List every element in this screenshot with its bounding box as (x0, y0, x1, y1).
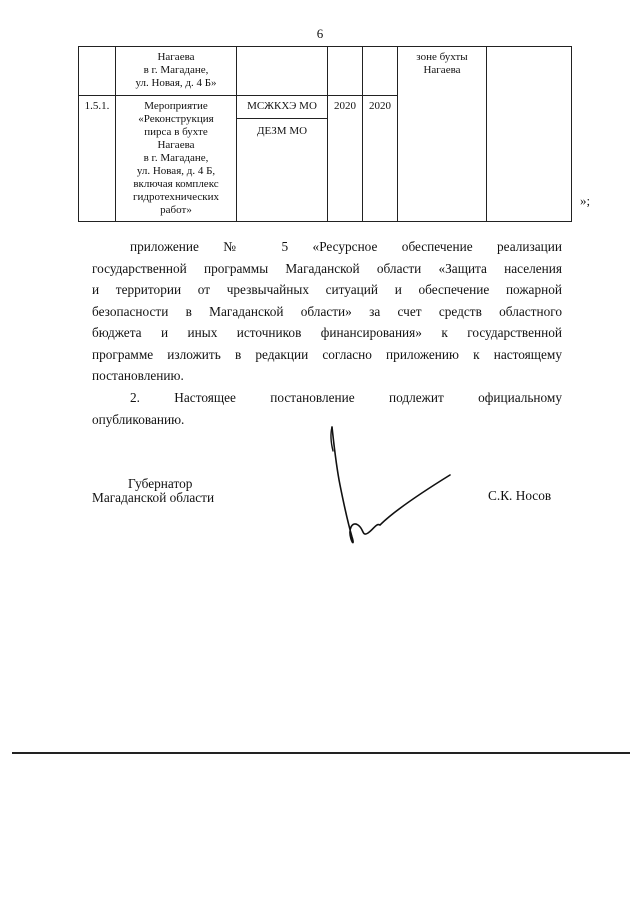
paragraph-line: постановлению. (92, 368, 184, 383)
row2-name: Мероприятие «Реконструкция пирса в бухте Нагаева в г. Магадане, ул. Новая, д. 4 Б, включая комплекс гидротехнических работ» (133, 100, 219, 216)
table-cell-executor (237, 47, 328, 96)
paragraph-line: и территории от чрезвычайных ситуаций и обеспечение пожарной (92, 282, 562, 297)
paragraph-appendix (92, 236, 562, 387)
paragraph-line: безопасности в Магаданской области» за счет средств областного (92, 303, 562, 319)
table-cell-name (116, 96, 237, 222)
row2-executor-2: ДЕЗМ МО (256, 125, 308, 137)
row2-year-start: 2020 (334, 100, 356, 112)
measures-table (78, 46, 572, 222)
paragraph-line: государственной программы Магаданской области «Защита населения (92, 260, 562, 276)
bottom-divider (12, 752, 630, 754)
row2-executor-1: МСЖКХЭ МО (237, 96, 327, 119)
table-cell-year-end (363, 47, 398, 96)
table-cell-num (79, 47, 116, 96)
table-cell-year-end (363, 96, 398, 222)
signatory-name: С.К. Носов (488, 488, 552, 503)
page-number: 6 (316, 26, 324, 41)
closing-quote-mark: »; (580, 193, 591, 208)
paragraph-line: 2. Настоящее постановление подлежит официальному (130, 390, 562, 405)
table-cell-note (398, 47, 487, 222)
paragraph-publication (92, 387, 562, 430)
table-cell-year-start (328, 47, 363, 96)
paragraph-line: опубликованию. (92, 411, 185, 427)
table-cell-num (79, 96, 116, 222)
signatory-title-line1: Губернатор (128, 476, 193, 491)
signatory-title-line2: Магаданской области (92, 490, 215, 505)
table-cell-extra (487, 47, 572, 222)
table-cell-name (116, 47, 237, 96)
row1-name: Нагаева в г. Магадане, ул. Новая, д. 4 Б» (135, 51, 217, 89)
table-cell-year-start (328, 96, 363, 222)
paragraph-line: программе изложить в редакции согласно приложению к настоящему (92, 346, 562, 362)
row2-num: 1.5.1. (84, 100, 110, 112)
table-cell-executor (237, 96, 328, 222)
table-row (79, 47, 572, 96)
handwritten-signature (318, 425, 458, 550)
row1-note: зоне бухты Нагаева (416, 51, 468, 76)
paragraph-line: приложение № 5 «Ресурсное обеспечение реализации (130, 239, 562, 254)
paragraph-line: бюджета и иных источников финансирования» к государственной (92, 325, 562, 340)
row2-year-end: 2020 (369, 100, 391, 112)
